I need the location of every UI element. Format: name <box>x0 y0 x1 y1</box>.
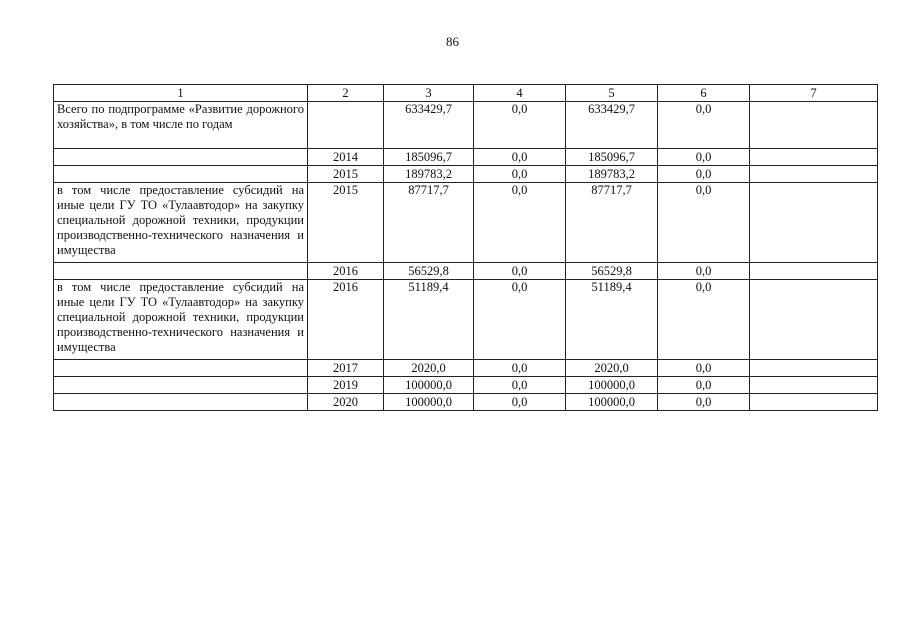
row-value-6: 0,0 <box>658 166 750 183</box>
row-value-3: 56529,8 <box>384 263 474 280</box>
row-value-3: 100000,0 <box>384 394 474 411</box>
row-value-3: 633429,7 <box>384 102 474 149</box>
row-description: в том числе предоставление субсидий на иные цели ГУ ТО «Тулаавтодор» на закупку специальной дорожной техники, продукции производственно-технического назначения и имущества <box>54 183 308 263</box>
row-value-5: 633429,7 <box>566 102 658 149</box>
row-description <box>54 360 308 377</box>
row-value-4: 0,0 <box>474 183 566 263</box>
page-number: 86 <box>446 34 459 49</box>
header-cell: 7 <box>750 85 878 102</box>
table-row <box>54 263 878 280</box>
row-value-3: 51189,4 <box>384 280 474 360</box>
row-value-3: 87717,7 <box>384 183 474 263</box>
row-value-6: 0,0 <box>658 360 750 377</box>
row-description: в том числе предоставление субсидий на иные цели ГУ ТО «Тулаавтодор» на закупку специальной дорожной техники, продукции производственно-технического назначения и имущества <box>54 280 308 360</box>
row-value-7 <box>750 263 878 280</box>
row-value-5: 100000,0 <box>566 377 658 394</box>
row-value-4: 0,0 <box>474 263 566 280</box>
row-value-4: 0,0 <box>474 102 566 149</box>
header-cell: 1 <box>54 85 308 102</box>
table-row <box>54 377 878 394</box>
row-value-5: 56529,8 <box>566 263 658 280</box>
table-row <box>54 166 878 183</box>
row-value-7 <box>750 280 878 360</box>
row-value-6: 0,0 <box>658 263 750 280</box>
row-value-3: 189783,2 <box>384 166 474 183</box>
row-value-4: 0,0 <box>474 360 566 377</box>
row-value-6: 0,0 <box>658 102 750 149</box>
row-value-7 <box>750 183 878 263</box>
row-year: 2019 <box>308 377 384 394</box>
row-value-4: 0,0 <box>474 280 566 360</box>
row-year: 2016 <box>308 280 384 360</box>
table-row <box>54 149 878 166</box>
row-value-7 <box>750 102 878 149</box>
table-row <box>54 102 878 149</box>
row-value-4: 0,0 <box>474 377 566 394</box>
row-year: 2017 <box>308 360 384 377</box>
row-year: 2020 <box>308 394 384 411</box>
table-header-row <box>54 85 878 102</box>
row-year <box>308 102 384 149</box>
table-row <box>54 394 878 411</box>
row-value-7 <box>750 166 878 183</box>
row-value-5: 2020,0 <box>566 360 658 377</box>
header-cell: 6 <box>658 85 750 102</box>
table-row <box>54 183 878 263</box>
row-description <box>54 394 308 411</box>
row-value-6: 0,0 <box>658 394 750 411</box>
row-value-4: 0,0 <box>474 166 566 183</box>
row-value-5: 185096,7 <box>566 149 658 166</box>
row-value-7 <box>750 360 878 377</box>
row-value-7 <box>750 149 878 166</box>
row-value-7 <box>750 377 878 394</box>
row-value-6: 0,0 <box>658 149 750 166</box>
row-description <box>54 377 308 394</box>
header-cell: 3 <box>384 85 474 102</box>
row-value-7 <box>750 394 878 411</box>
row-year: 2014 <box>308 149 384 166</box>
header-cell: 5 <box>566 85 658 102</box>
header-cell: 4 <box>474 85 566 102</box>
row-value-3: 185096,7 <box>384 149 474 166</box>
row-value-5: 100000,0 <box>566 394 658 411</box>
row-value-3: 2020,0 <box>384 360 474 377</box>
row-year: 2016 <box>308 263 384 280</box>
budget-table <box>53 84 878 411</box>
row-value-5: 189783,2 <box>566 166 658 183</box>
row-description <box>54 263 308 280</box>
table-row <box>54 360 878 377</box>
row-description: Всего по подпрограмме «Развитие дорожного хозяйства», в том числе по годам <box>54 102 308 149</box>
row-value-6: 0,0 <box>658 183 750 263</box>
row-description <box>54 149 308 166</box>
row-value-4: 0,0 <box>474 149 566 166</box>
row-year: 2015 <box>308 166 384 183</box>
table-row <box>54 280 878 360</box>
row-year: 2015 <box>308 183 384 263</box>
row-value-6: 0,0 <box>658 377 750 394</box>
header-cell: 2 <box>308 85 384 102</box>
row-value-4: 0,0 <box>474 394 566 411</box>
row-description <box>54 166 308 183</box>
row-value-5: 87717,7 <box>566 183 658 263</box>
row-value-6: 0,0 <box>658 280 750 360</box>
row-value-5: 51189,4 <box>566 280 658 360</box>
row-value-3: 100000,0 <box>384 377 474 394</box>
